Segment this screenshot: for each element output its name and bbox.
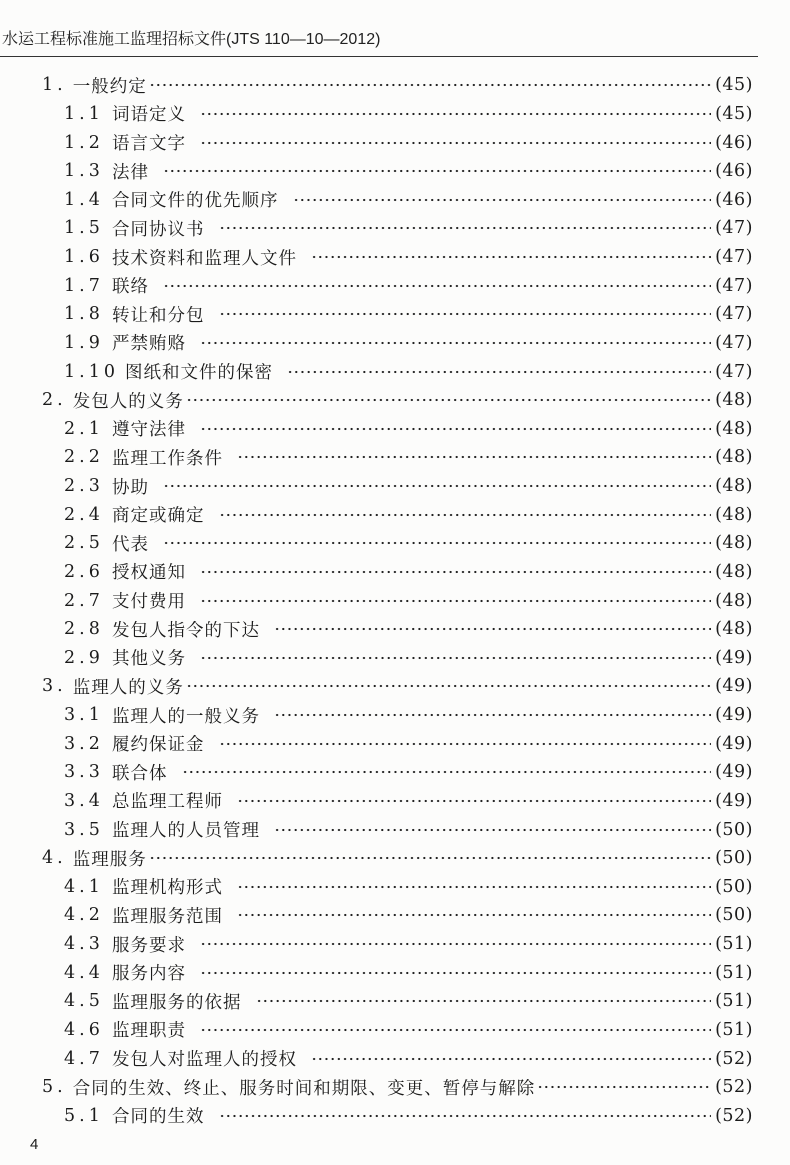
entry-title: 联络 (112, 277, 149, 298)
toc-entry-subsection (0, 1102, 790, 1131)
toc-entry-subsection (0, 214, 790, 243)
toc-entry-subsection (0, 472, 790, 501)
entry-number: 5.1 (64, 1105, 104, 1126)
page-ref: (46) (715, 132, 753, 153)
toc-entry-subsection (0, 558, 790, 587)
dot-leader (200, 112, 711, 116)
toc-entry-subsection (0, 300, 790, 329)
header-divider (0, 56, 758, 57)
entry-title: 支付费用 (112, 592, 186, 613)
page-ref: (49) (715, 762, 753, 783)
entry-title: 法律 (112, 162, 149, 183)
toc-entry-subsection (0, 186, 790, 215)
toc-entry-subsection (0, 873, 790, 902)
toc-entry-section (0, 386, 790, 415)
dot-leader (200, 427, 711, 431)
entry-number: 2. (42, 390, 67, 411)
entry-title: 发包人的义务 (72, 391, 184, 412)
entry-number: 3.4 (64, 790, 104, 811)
entry-number: 3.5 (64, 819, 104, 840)
page-number: 4 (30, 1136, 39, 1153)
page-ref: (46) (715, 161, 753, 182)
entry-title: 其他义务 (112, 649, 186, 670)
toc-entry-subsection (0, 815, 790, 844)
entry-title: 商定或确定 (112, 506, 205, 527)
dot-leader (163, 284, 711, 288)
toc-entry-subsection (0, 930, 790, 959)
dot-leader (200, 942, 711, 946)
entry-title: 发包人指令的下达 (112, 620, 260, 641)
dot-leader (537, 1085, 711, 1089)
entry-title: 联合体 (112, 763, 168, 784)
entry-title: 语言文字 (112, 134, 186, 155)
dot-leader (274, 828, 711, 832)
toc-entry-subsection (0, 586, 790, 615)
running-header: 水运工程标准施工监理招标文件(JTS 110—10—2012) (2, 31, 381, 48)
entry-title: 严禁贿赂 (112, 334, 186, 355)
entry-number: 2.1 (64, 418, 104, 439)
entry-number: 1.6 (64, 247, 104, 268)
entry-number: 4.3 (64, 934, 104, 955)
entry-number: 1.9 (64, 332, 104, 353)
page-ref: (51) (715, 962, 753, 983)
toc-entry-section (0, 71, 790, 100)
toc-entry-subsection (0, 329, 790, 358)
toc-entry-subsection (0, 644, 790, 673)
toc-entry-subsection (0, 1044, 790, 1073)
toc-entry-subsection (0, 901, 790, 930)
toc-entry-subsection (0, 615, 790, 644)
dot-leader (219, 742, 712, 746)
page-ref: (50) (715, 876, 753, 897)
toc-entry-subsection (0, 729, 790, 758)
entry-title: 遵守法律 (112, 420, 186, 441)
page-ref: (49) (715, 705, 753, 726)
toc-entry-subsection (0, 529, 790, 558)
page-ref: (48) (715, 619, 753, 640)
dot-leader (149, 856, 711, 860)
page-ref: (48) (715, 390, 753, 411)
toc-entry-subsection (0, 787, 790, 816)
page-ref: (47) (715, 304, 753, 325)
entry-number: 1.3 (64, 161, 104, 182)
page-ref: (52) (715, 1105, 753, 1126)
entry-number: 1.1 (64, 103, 104, 124)
dot-leader (237, 455, 711, 459)
entry-title: 服务要求 (112, 935, 186, 956)
page-ref: (48) (715, 590, 753, 611)
entry-number: 1.2 (64, 132, 104, 153)
dot-leader (237, 799, 711, 803)
entry-number: 4.1 (64, 876, 104, 897)
entry-title: 合同文件的优先顺序 (112, 191, 279, 212)
dot-leader (200, 341, 711, 345)
dot-leader (200, 570, 711, 574)
page-ref: (48) (715, 561, 753, 582)
entry-title: 监理人的人员管理 (112, 821, 260, 842)
page-ref: (47) (715, 332, 753, 353)
entry-number: 4.5 (64, 991, 104, 1012)
entry-title: 合同的生效 (112, 1107, 205, 1128)
dot-leader (287, 370, 711, 374)
toc-entry-subsection (0, 1016, 790, 1045)
page-ref: (48) (715, 447, 753, 468)
toc-entry-subsection (0, 758, 790, 787)
toc-entry-subsection (0, 157, 790, 186)
dot-leader (256, 999, 712, 1003)
dot-leader (219, 312, 712, 316)
page-ref: (47) (715, 218, 753, 239)
entry-number: 2.4 (64, 504, 104, 525)
entry-number: 1.7 (64, 275, 104, 296)
toc-entry-subsection (0, 243, 790, 272)
toc-entry-subsection (0, 100, 790, 129)
dot-leader (182, 770, 712, 774)
entry-number: 4.4 (64, 962, 104, 983)
entry-title: 代表 (112, 534, 149, 555)
page-ref: (52) (715, 1048, 753, 1069)
toc-entry-subsection (0, 128, 790, 157)
dot-leader (274, 713, 711, 717)
entry-title: 监理服务范围 (112, 906, 223, 927)
dot-leader (219, 226, 712, 230)
toc-entry-section (0, 844, 790, 873)
entry-title: 监理服务 (72, 849, 147, 870)
toc-entry-section (0, 672, 790, 701)
entry-number: 3.1 (64, 705, 104, 726)
page-ref: (47) (715, 361, 753, 382)
dot-leader (200, 599, 711, 603)
entry-title: 监理人的一般义务 (112, 706, 260, 727)
entry-title: 合同协议书 (112, 219, 205, 240)
entry-title: 监理服务的依据 (112, 992, 242, 1013)
dot-leader (149, 83, 711, 87)
entry-number: 1.4 (64, 189, 104, 210)
entry-number: 2.3 (64, 476, 104, 497)
page-ref: (46) (715, 189, 753, 210)
entry-number: 2.2 (64, 447, 104, 468)
entry-number: 3.3 (64, 762, 104, 783)
entry-number: 4.2 (64, 905, 104, 926)
page-ref: (52) (715, 1077, 753, 1098)
page-ref: (47) (715, 275, 753, 296)
entry-title: 监理人的义务 (72, 677, 184, 698)
page-ref: (48) (715, 476, 753, 497)
page-ref: (51) (715, 1019, 753, 1040)
entry-title: 总监理工程师 (112, 792, 223, 813)
entry-number: 2.5 (64, 533, 104, 554)
entry-number: 1.8 (64, 304, 104, 325)
entry-number: 1.5 (64, 218, 104, 239)
dot-leader (163, 169, 711, 173)
entry-title: 一般约定 (72, 76, 147, 97)
dot-leader (200, 141, 711, 145)
entry-number: 4.6 (64, 1019, 104, 1040)
entry-title: 词语定义 (112, 105, 186, 126)
toc-entry-subsection (0, 701, 790, 730)
entry-title: 监理职责 (112, 1021, 186, 1042)
toc-entry-subsection (0, 271, 790, 300)
entry-number: 2.9 (64, 647, 104, 668)
toc-entry-subsection (0, 987, 790, 1016)
dot-leader (293, 198, 712, 202)
entry-number: 4. (42, 848, 67, 869)
entry-number: 2.8 (64, 619, 104, 640)
entry-title: 技术资料和监理人文件 (112, 248, 297, 269)
dot-leader (163, 484, 711, 488)
toc-entry-subsection (0, 958, 790, 987)
page-ref: (49) (715, 790, 753, 811)
dot-leader (200, 971, 711, 975)
entry-title: 服务内容 (112, 964, 186, 985)
page-ref: (45) (715, 103, 753, 124)
page-ref: (47) (715, 247, 753, 268)
page-ref: (50) (715, 819, 753, 840)
entry-title: 发包人对监理人的授权 (112, 1050, 297, 1071)
entry-number: 4.7 (64, 1048, 104, 1069)
toc-entry-subsection (0, 500, 790, 529)
dot-leader (219, 1114, 712, 1118)
entry-title: 履约保证金 (112, 735, 205, 756)
table-of-contents (0, 71, 790, 1130)
page-ref: (48) (715, 533, 753, 554)
entry-title: 监理机构形式 (112, 878, 223, 899)
page-ref: (50) (715, 848, 753, 869)
toc-entry-subsection (0, 357, 790, 386)
dot-leader (200, 1028, 711, 1032)
dot-leader (237, 913, 711, 917)
dot-leader (200, 656, 711, 660)
entry-number: 2.7 (64, 590, 104, 611)
page-ref: (49) (715, 733, 753, 754)
entry-number: 1.10 (64, 361, 119, 382)
dot-leader (274, 627, 711, 631)
toc-entry-subsection (0, 443, 790, 472)
page-ref: (48) (715, 418, 753, 439)
dot-leader (237, 885, 711, 889)
entry-number: 3. (42, 676, 67, 697)
dot-leader (186, 398, 711, 402)
page-ref: (49) (715, 647, 753, 668)
dot-leader (311, 1057, 711, 1061)
entry-title: 合同的生效、终止、服务时间和期限、变更、暂停与解除 (72, 1078, 536, 1099)
dot-leader (311, 255, 711, 259)
entry-number: 3.2 (64, 733, 104, 754)
dot-leader (219, 513, 712, 517)
toc-entry-subsection (0, 415, 790, 444)
entry-title: 图纸和文件的保密 (124, 363, 273, 384)
page-ref: (50) (715, 905, 753, 926)
page-ref: (45) (715, 75, 753, 96)
page-ref: (49) (715, 676, 753, 697)
dot-leader (163, 541, 711, 545)
entry-title: 监理工作条件 (112, 448, 223, 469)
page-ref: (48) (715, 504, 753, 525)
entry-title: 协助 (112, 477, 149, 498)
entry-title: 转让和分包 (112, 305, 205, 326)
page-ref: (51) (715, 991, 753, 1012)
page-ref: (51) (715, 934, 753, 955)
entry-number: 2.6 (64, 561, 104, 582)
toc-entry-section (0, 1073, 790, 1102)
entry-number: 1. (42, 75, 67, 96)
entry-number: 5. (42, 1077, 67, 1098)
entry-title: 授权通知 (112, 563, 186, 584)
dot-leader (186, 684, 711, 688)
